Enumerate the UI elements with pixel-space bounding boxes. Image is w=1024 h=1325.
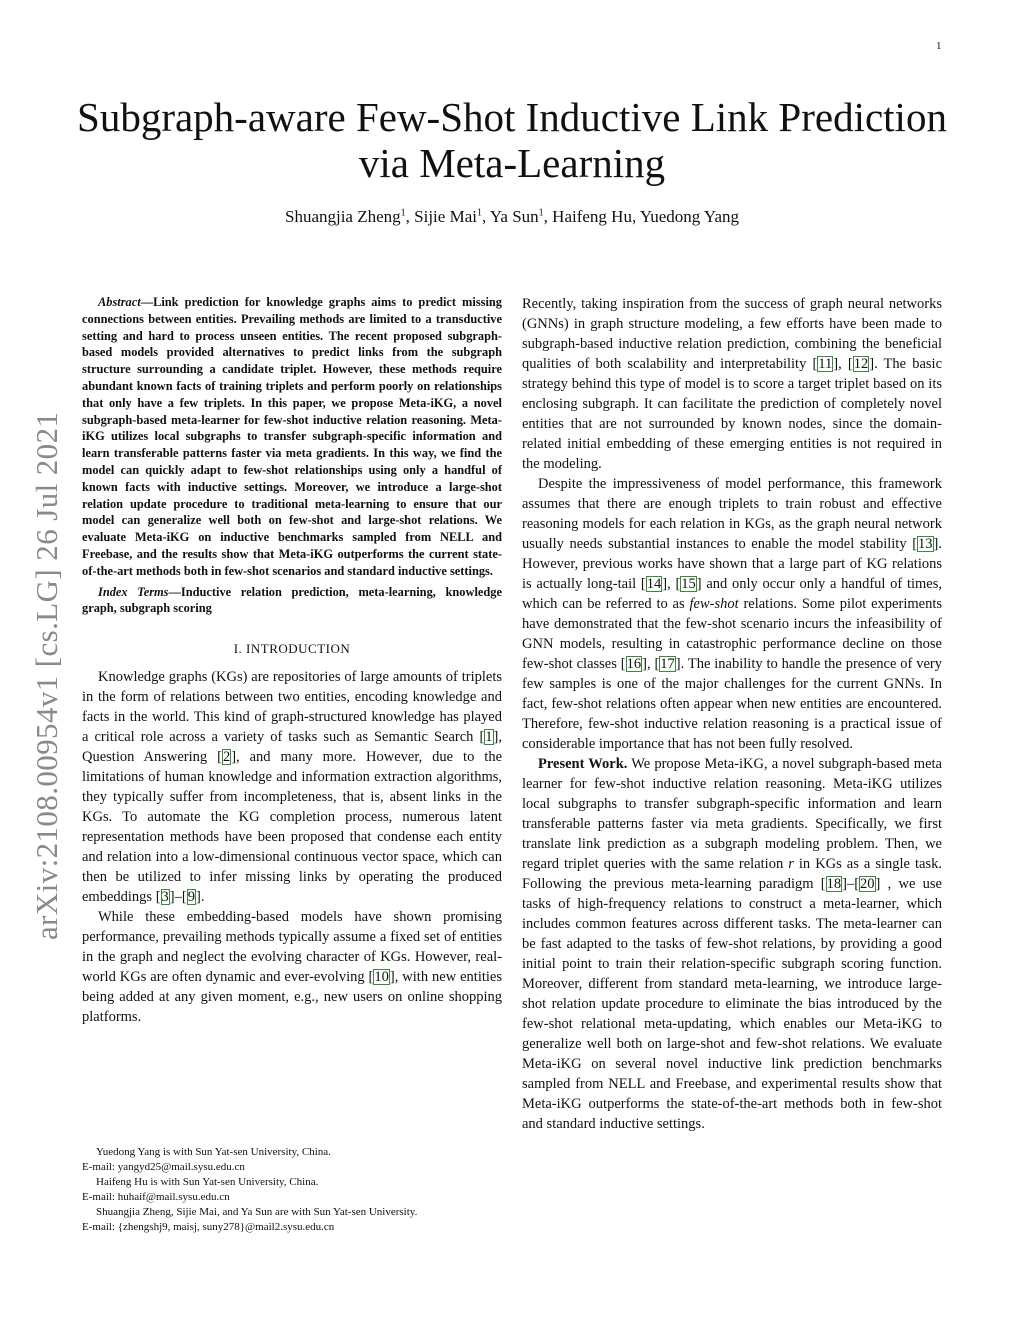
abstract-label: Abstract bbox=[98, 295, 141, 309]
page-number: 1 bbox=[936, 40, 942, 52]
text-run: Despite the impressiveness of model performance, this framework assumes that there are enough triplets to train robust and effective reasoning models for each relation in KGs, as the graph neural network usually needs substantial instances to enable the model stability bbox=[522, 476, 942, 552]
author-name: Haifeng Hu bbox=[552, 207, 632, 226]
text-run: and only occur only a handful of times, which can be referred to as bbox=[522, 576, 942, 612]
author-name: Shuangjia Zheng bbox=[284, 207, 401, 226]
text-run: , Question Answering bbox=[82, 729, 502, 766]
footnote-line: Shuangjia Zheng, Sijie Mai, and Ya Sun are with Sun Yat-sen University. bbox=[96, 1206, 418, 1218]
body-paragraph bbox=[522, 294, 942, 474]
author-name: Ya Sun bbox=[489, 207, 539, 226]
footnotes bbox=[82, 1145, 502, 1235]
citation-link[interactable]: [20] bbox=[854, 876, 881, 892]
footnote-line: Haifeng Hu is with Sun Yat-sen University, China. bbox=[96, 1176, 319, 1188]
author-affiliation-mark: 1 bbox=[476, 207, 482, 219]
citation-number[interactable]: 17 bbox=[660, 656, 675, 672]
citation-number[interactable]: 15 bbox=[681, 576, 696, 592]
citation-number[interactable]: 2 bbox=[222, 749, 231, 766]
body-paragraph bbox=[522, 474, 942, 754]
text-run: . bbox=[200, 889, 205, 906]
emphasized-text: few-shot bbox=[689, 596, 739, 612]
text-run: We propose Meta-iKG, a novel subgraph-based meta learner for few-shot inductive relation reasoning. Meta-iKG utilizes local subgraphs to transfer subgraph-specific information and learn transferable patterns faster via meta gradients. Specifically, we first translate link prediction as a subgraph modeling problem. Then, we regard triplet queries with the same relation bbox=[522, 756, 942, 872]
text-run: While these embedding-based models have shown promising performance, prevailing methods typically assume a fixed set of entities in the graph and neglect the evolving character of KGs. However, real-world KGs are often dynamic and ever-evolving bbox=[82, 909, 502, 986]
author-affiliation-mark: 1 bbox=[400, 207, 406, 219]
citation-number[interactable]: 12 bbox=[853, 356, 869, 372]
citation-link[interactable]: [1] bbox=[479, 729, 499, 746]
citation-number[interactable]: 20 bbox=[860, 876, 875, 892]
citation-link[interactable]: [15] bbox=[675, 576, 702, 592]
text-run: relations. Some pilot experiments have demonstrated that the few-shot scenario incurs the infeasibility of GNN models, resulting in catastrophic performance decline on those few-shot classes bbox=[522, 596, 942, 672]
citation-link[interactable]: [3] bbox=[155, 889, 175, 906]
abstract-text: —Link prediction for knowledge graphs aims to predict missing connections between entities. Prevailing methods are limited to a transductive setting and hard to process unseen entities. The recent proposed subgraph-based models provided alternatives to predict links from the subgraph structure surrounding a candidate triplet. However, these methods require abundant known facts of training triplets and perform poorly on relationships that only have a few triplets. In this paper, we propose Meta-iKG, a novel subgraph-based meta-learner for few-shot inductive relation reasoning. Meta-iKG utilizes local subgraphs to transfer subgraph-specific information and learn transferable patterns faster via meta gradients. In this way, we find the model can quickly adapt to few-shot relationships using only a handful of known facts with inductive settings. Moreover, we introduce a large-shot relation update procedure to traditional meta-learning to ensure that our model can generalize well both on few-shot and large-shot relations. We evaluate Meta-iKG on inductive benchmarks sampled from NELL and Freebase, and the results show that Meta-iKG outperforms the current state-of-the-art methods both in few-shot scenarios and standard inductive settings. bbox=[82, 295, 502, 578]
introduction-body-right bbox=[522, 294, 942, 1134]
footnote-line: E-mail: yangyd25@mail.sysu.edu.cn bbox=[82, 1161, 245, 1173]
paper-title bbox=[60, 94, 964, 186]
index-terms bbox=[82, 584, 502, 618]
text-run: . The inability to handle the presence of very few samples is one of the major challenges for the current GNNs. In fact, few-shot relations often appear when new entities are encountered. Therefore, few-shot inductive relation reasoning is a practical issue of considerable importance that has not been fully resolved. bbox=[522, 656, 943, 752]
citation-number[interactable]: 13 bbox=[918, 536, 933, 552]
index-terms-label: Index Terms bbox=[98, 584, 169, 599]
index-terms-text: —Inductive relation prediction, meta-learning, knowledge graph, subgraph scoring bbox=[82, 584, 502, 616]
author-separator: , bbox=[481, 207, 490, 226]
text-run: , we use tasks of high-frequency relations to construct a meta-learner, which includes common features across different tasks. The meta-learner can be fast adapted to the tasks of few-shot relations, by providing a good initial point to train their relation-specific subgraph scoring function. Moreover, different from standard meta-learning, we introduce large-shot relation update procedure to eliminate the bias introduced by the few-shot relational meta-updating, which enables our Meta-iKG to generalize well both on large-shot and few-shot relations. We evaluate Meta-iKG on several novel inductive link prediction benchmarks sampled from NELL and Freebase, and experimental results show that Meta-iKG outperforms the state-of-the-art methods both in few-shot and standard inductive settings. bbox=[522, 876, 942, 1132]
citation-link[interactable]: [13] bbox=[912, 536, 939, 552]
right-column bbox=[522, 294, 942, 1134]
citation-link[interactable]: [12] bbox=[847, 356, 875, 372]
citation-number[interactable]: 16 bbox=[626, 656, 642, 672]
citation-link[interactable]: [11] bbox=[812, 356, 839, 372]
citation-link[interactable]: [17] bbox=[654, 656, 681, 672]
body-paragraph bbox=[82, 907, 502, 1027]
author-affiliation-mark: 1 bbox=[538, 207, 544, 219]
citation-number[interactable]: 9 bbox=[187, 889, 195, 906]
text-run: , bbox=[667, 576, 676, 592]
citation-number[interactable]: 10 bbox=[374, 969, 389, 986]
citation-link[interactable]: [9] bbox=[181, 889, 201, 906]
title-line-2: via Meta-Learning bbox=[358, 140, 666, 186]
text-run: – bbox=[846, 876, 855, 892]
citation-number[interactable]: 11 bbox=[818, 356, 833, 372]
citation-number[interactable]: 3 bbox=[161, 889, 169, 906]
citation-link[interactable]: [16] bbox=[620, 656, 647, 672]
left-column bbox=[82, 294, 502, 1027]
author-name: Yuedong Yang bbox=[639, 207, 740, 226]
text-run: in KGs as a single task. Following the previous meta-learning paradigm bbox=[522, 856, 942, 892]
author-separator: , bbox=[631, 207, 640, 226]
citation-link[interactable]: [18] bbox=[820, 876, 847, 892]
citation-number[interactable]: 14 bbox=[646, 576, 662, 592]
text-run: . The basic strategy behind this type of model is to score a target triplet based on its enclosing subgraph. It can facilitate the prediction of completely novel entities that are not surrounded by known nodes, since the domain-related initial embedding of these emerging entities is not required in the modeling. bbox=[522, 356, 943, 472]
paragraph-lead-heading: Present Work. bbox=[538, 756, 628, 772]
text-run: , and many more. However, due to the limitations of human knowledge and information extraction algorithms, they typically suffer from incompleteness, that is, absent links in the KGs. To automate the KG completion process, numerous latent representation methods have been proposed that condense each entity and relation into a low-dimensional continuous vector space, which can then be utilized to infer missing links by operating the produced embeddings bbox=[82, 749, 503, 906]
author-list bbox=[60, 207, 964, 227]
arxiv-identifier-stamp[interactable]: arXiv:2108.00954v1 [cs.LG] 26 Jul 2021 bbox=[29, 411, 64, 940]
introduction-body-left bbox=[82, 667, 502, 1027]
title-line-1: Subgraph-aware Few-Shot Inductive Link Prediction bbox=[77, 94, 947, 140]
text-run: , with new entities being added at any given moment, e.g., new users on online shopping platforms. bbox=[82, 969, 502, 1026]
text-run: , bbox=[646, 656, 655, 672]
citation-link[interactable]: [10] bbox=[368, 969, 395, 986]
abstract bbox=[82, 294, 502, 580]
author-name: Sijie Mai bbox=[414, 207, 477, 226]
footnote-line: Yuedong Yang is with Sun Yat-sen University, China. bbox=[96, 1146, 331, 1158]
footnote-line: E-mail: huhaif@mail.sysu.edu.cn bbox=[82, 1191, 230, 1203]
text-run: , bbox=[838, 356, 848, 372]
footnote-line: E-mail: {zhengshj9, maisj, suny278}@mail2.sysu.edu.cn bbox=[82, 1221, 335, 1233]
text-run: Recently, taking inspiration from the success of graph neural networks (GNNs) in graph structure modeling, a few efforts have been made to subgraph-based inductive relation prediction, combining the beneficial qualities of both scalability and interpretability bbox=[522, 296, 942, 372]
citation-number[interactable]: 18 bbox=[826, 876, 842, 892]
author-separator: , bbox=[543, 207, 553, 226]
citation-number[interactable]: 1 bbox=[485, 729, 493, 746]
section-heading-introduction: I. INTRODUCTION bbox=[233, 641, 351, 657]
emphasized-text: r bbox=[788, 856, 794, 872]
author-separator: , bbox=[405, 207, 415, 226]
citation-link[interactable]: [14] bbox=[640, 576, 668, 592]
text-run: . However, previous works have shown that a large part of KG relations is actually long-tail bbox=[522, 536, 942, 592]
text-run: Knowledge graphs (KGs) are repositories of large amounts of triplets in the form of relations between two entities, encoding knowledge and facts in the world. This kind of graph-structured knowledge has played a critical role across a variety of tasks such as Semantic Search bbox=[82, 669, 502, 746]
body-paragraph bbox=[82, 667, 502, 907]
text-run: – bbox=[174, 889, 182, 906]
body-paragraph bbox=[522, 754, 942, 1134]
citation-link[interactable]: [2] bbox=[217, 749, 237, 766]
